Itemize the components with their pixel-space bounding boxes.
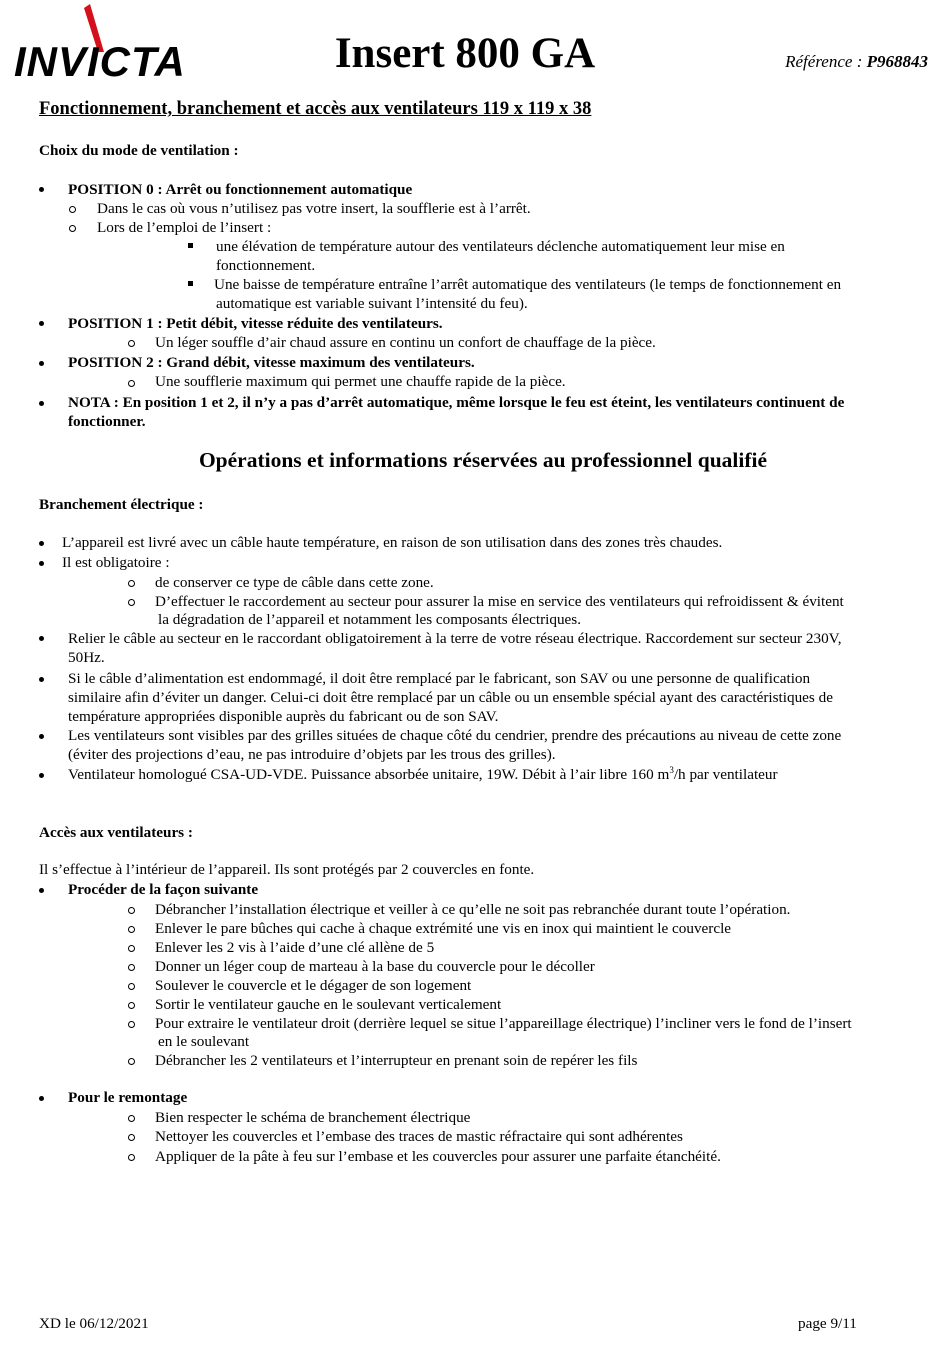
list-item: Enlever le pare bûches qui cache à chaque extrémité une vis en inox qui maintient le couvercle [155, 920, 732, 937]
nota: NOTA : En position 1 et 2, il n’y a pas d’arrêt automatique, même lorsque le feu est éteint, les ventilateurs continuent de [68, 394, 845, 411]
circle-bullet-icon [128, 1002, 135, 1009]
circle-bullet-icon [69, 225, 76, 232]
circle-bullet-icon [128, 907, 135, 914]
list-item-continuation: (éviter des projections d’eau, ne pas introduire d’objets par les trous des grilles). [68, 746, 556, 763]
list-item: Donner un léger coup de marteau à la base du couvercle pour le décoller [155, 958, 595, 975]
list-item: Si le câble d’alimentation est endommagé, il doit être remplacé par le fabricant, son SAV ou une personne de qualification [68, 670, 811, 687]
fan-spec: Ventilateur homologué CSA-UD-VDE. Puissance absorbée unitaire, 19W. Débit à l’air libre 160 m [68, 766, 670, 783]
position-1-title: POSITION 1 : Petit débit, vitesse réduite des ventilateurs. [68, 315, 443, 332]
logo-text: INVICTA [14, 38, 186, 80]
list-item [68, 765, 778, 784]
list-item: Bien respecter le schéma de branchement électrique [155, 1109, 471, 1126]
bullet-icon [39, 187, 44, 192]
list-item: Dans le cas où vous n’utilisez pas votre insert, la soufflerie est à l’arrêt. [97, 200, 531, 217]
superscript: 3 [669, 764, 674, 775]
list-item: Soulever le couvercle et le dégager de son logement [155, 977, 472, 994]
list-item: Débrancher les 2 ventilateurs et l’interrupteur en prenant soin de repérer les fils [155, 1052, 638, 1069]
reference-value: P968843 [866, 52, 928, 71]
list-item-continuation: automatique est variable suivant l’intensité du feu). [216, 295, 528, 312]
bullet-icon [39, 541, 44, 546]
bullet-icon [39, 321, 44, 326]
access-heading: Accès aux ventilateurs : [39, 824, 193, 841]
list-item-continuation: 50Hz. [68, 649, 105, 666]
section-title: Fonctionnement, branchement et accès aux ventilateurs 119 x 119 x 38 [39, 99, 592, 119]
fan-spec-end: /h par ventilateur [673, 766, 778, 783]
list-item: D’effectuer le raccordement au secteur pour assurer la mise en service des ventilateurs qui refroidissent & évitent [155, 593, 844, 610]
position-2-title: POSITION 2 : Grand débit, vitesse maximum des ventilateurs. [68, 354, 475, 371]
list-item: Nettoyer les couvercles et l’embase des traces de mastic réfractaire qui sont adhérentes [155, 1128, 683, 1145]
circle-bullet-icon [128, 380, 135, 387]
bullet-icon [39, 561, 44, 566]
list-item: Relier le câble au secteur en le raccordant obligatoirement à la terre de votre réseau électrique. Raccordement sur secteur 230V, [68, 630, 842, 647]
remount-title: Pour le remontage [68, 1089, 188, 1106]
bullet-icon [39, 401, 44, 406]
list-item: Pour extraire le ventilateur droit (derrière lequel se situe l’appareillage électrique) l’incliner vers le fond de l’insert [155, 1015, 852, 1032]
circle-bullet-icon [128, 1021, 135, 1028]
square-bullet-icon [188, 281, 193, 286]
list-item: Une baisse de température entraîne l’arrêt automatique des ventilateurs (le temps de fonctionnement en [214, 276, 842, 293]
circle-bullet-icon [128, 1154, 135, 1161]
list-item: Débrancher l’installation électrique et veiller à ce qu’elle ne soit pas rebranchée durant toute l’opération. [155, 901, 791, 918]
list-item: une élévation de température autour des ventilateurs déclenche automatiquement leur mise en [216, 238, 785, 255]
page-number: page 9/11 [798, 1315, 857, 1332]
reference-label: Référence : [785, 52, 867, 71]
professional-title: Opérations et informations réservées au professionnel qualifié [198, 448, 768, 472]
list-item: de conserver ce type de câble dans cette zone. [155, 574, 434, 591]
nota-continuation: fonctionner. [68, 413, 146, 430]
square-bullet-icon [188, 243, 193, 248]
footer-date: XD le 06/12/2021 [39, 1315, 149, 1332]
circle-bullet-icon [128, 983, 135, 990]
bullet-icon [39, 734, 44, 739]
list-item-continuation: température appropriées disponible auprès du fabricant ou de son SAV. [68, 708, 499, 725]
circle-bullet-icon [128, 580, 135, 587]
bullet-icon [39, 773, 44, 778]
circle-bullet-icon [128, 1134, 135, 1141]
access-intro: Il s’effectue à l’intérieur de l’appareil. Ils sont protégés par 2 couvercles en fonte. [39, 861, 535, 878]
electrical-heading: Branchement électrique : [39, 496, 204, 513]
list-item: Un léger souffle d’air chaud assure en continu un confort de chauffage de la pièce. [155, 334, 656, 351]
circle-bullet-icon [128, 1058, 135, 1065]
circle-bullet-icon [128, 926, 135, 933]
bullet-icon [39, 677, 44, 682]
circle-bullet-icon [69, 206, 76, 213]
list-item: Lors de l’emploi de l’insert : [97, 219, 272, 236]
list-item-continuation: en le soulevant [158, 1033, 250, 1050]
bullet-icon [39, 888, 44, 893]
list-item-continuation: la dégradation de l’appareil et notamment les composants électriques. [158, 611, 581, 628]
ventilation-heading: Choix du mode de ventilation : [39, 142, 239, 159]
procedure-title: Procéder de la façon suivante [68, 881, 259, 898]
list-item-continuation: similaire afin d’éviter un danger. Celui-ci doit être remplacé par un câble ou un ensemble spécial ayant des caractéristiques de [68, 689, 833, 706]
circle-bullet-icon [128, 599, 135, 606]
list-item-continuation: fonctionnement. [216, 257, 316, 274]
list-item: Enlever les 2 vis à l’aide d’une clé allène de 5 [155, 939, 435, 956]
circle-bullet-icon [128, 945, 135, 952]
bullet-icon [39, 636, 44, 641]
reference [785, 52, 928, 71]
circle-bullet-icon [128, 964, 135, 971]
document-title: Insert 800 GA [334, 30, 596, 77]
position-0-title: POSITION 0 : Arrêt ou fonctionnement automatique [68, 181, 413, 198]
list-item: L’appareil est livré avec un câble haute température, en raison de son utilisation dans des zones très chaudes. [62, 534, 723, 551]
circle-bullet-icon [128, 1115, 135, 1122]
bullet-icon [39, 1096, 44, 1101]
bullet-icon [39, 361, 44, 366]
circle-bullet-icon [128, 340, 135, 347]
list-item: Une soufflerie maximum qui permet une chauffe rapide de la pièce. [155, 373, 566, 390]
list-item: Les ventilateurs sont visibles par des grilles situées de chaque côté du cendrier, prendre des précautions au niveau de cette zone [68, 727, 842, 744]
list-item: Il est obligatoire : [62, 554, 170, 571]
list-item: Sortir le ventilateur gauche en le soulevant verticalement [155, 996, 502, 1013]
list-item: Appliquer de la pâte à feu sur l’embase et les couvercles pour assurer une parfaite étanchéité. [155, 1148, 721, 1165]
